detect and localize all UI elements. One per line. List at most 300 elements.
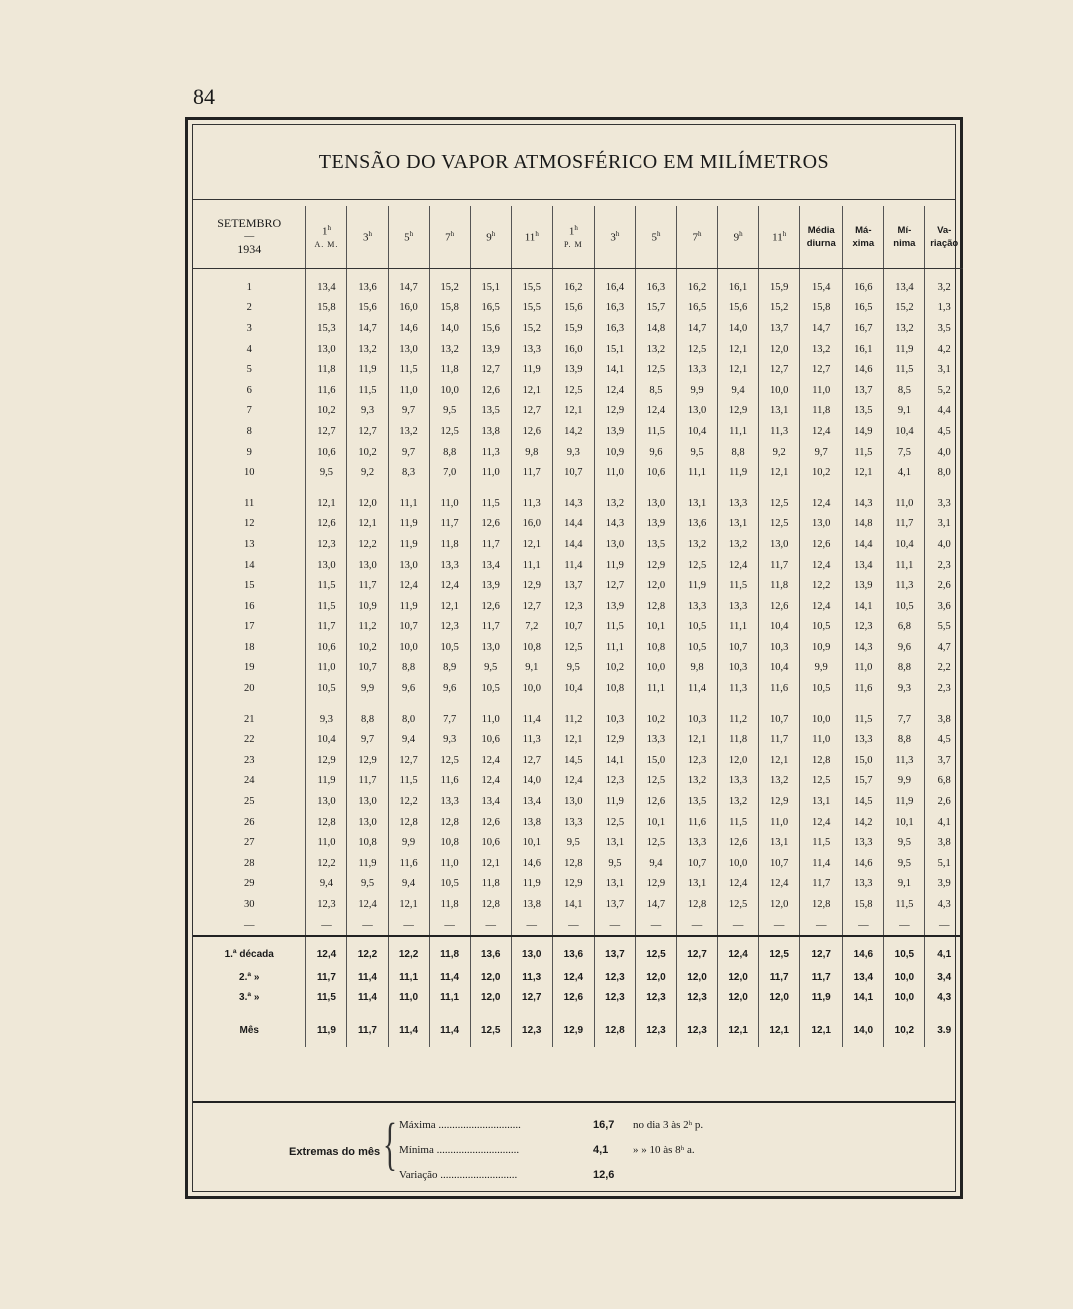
month-label: SETEMBRO (217, 216, 282, 231)
row-label: 29 (193, 874, 306, 895)
table-cell: 13,7 (552, 575, 594, 596)
spacer-cell (193, 699, 306, 709)
spacer-row (193, 483, 963, 493)
table-cell: 14,7 (800, 318, 843, 339)
table-cell: 11,3 (884, 750, 925, 771)
spacer-cell (552, 699, 594, 709)
table-row (193, 575, 963, 596)
hour: 9 (733, 231, 740, 244)
row-label: 3.ª » (193, 987, 306, 1007)
table-cell: 7,2 (511, 617, 552, 638)
table-row (193, 709, 963, 730)
table-cell: 14,3 (594, 514, 635, 535)
media-label-1: Média (807, 225, 835, 237)
table-cell: 14,2 (843, 812, 884, 833)
table-cell: 13,4 (843, 967, 884, 987)
table-cell: 13,1 (594, 832, 635, 853)
table-cell: 8,8 (884, 658, 925, 679)
table-cell: 6,8 (937, 775, 951, 787)
table-cell: 11,1 (718, 421, 759, 442)
table-cell: 11,3 (511, 729, 552, 750)
table-row (193, 812, 963, 833)
table-cell: 10,0 (429, 380, 470, 401)
table-cell: 10,3 (677, 709, 718, 730)
table-cell: 10,8 (511, 637, 552, 658)
table-cell: 12,9 (759, 791, 800, 812)
table-cell: 13,9 (470, 575, 511, 596)
table-cell: 13,1 (759, 401, 800, 422)
table-cell: 12,1 (347, 514, 388, 535)
table-cell: 8,8 (347, 709, 388, 730)
row-label: — (193, 915, 306, 937)
table-cell: 8,8 (429, 442, 470, 463)
table-cell: 12,4 (800, 421, 843, 442)
table-cell: 3,6 (937, 600, 951, 612)
table-cell: 13,6 (552, 936, 594, 967)
table-cell: 10,9 (800, 637, 843, 658)
row-label: 25 (193, 791, 306, 812)
table-cell: 15,9 (759, 269, 800, 298)
table-row (193, 339, 963, 360)
table-cell: 10,4 (884, 421, 925, 442)
spacer-cell (470, 699, 511, 709)
table-cell: 9,5 (429, 401, 470, 422)
table-cell: 13,4 (884, 269, 925, 298)
table-cell: 9,5 (677, 442, 718, 463)
table-cell: 12,7 (800, 936, 843, 967)
table-cell: 11,4 (429, 1007, 470, 1047)
table-cell: 12,6 (800, 534, 843, 555)
table-cell: 12,3 (594, 967, 635, 987)
table-cell: 10,8 (635, 637, 676, 658)
table-row (193, 729, 963, 750)
spacer-cell (347, 483, 388, 493)
row-label: 21 (193, 709, 306, 730)
spacer-cell (594, 699, 635, 709)
table-cell: 12,7 (388, 750, 429, 771)
table-cell: 11,1 (388, 493, 429, 514)
table-cell: 10,1 (884, 812, 925, 833)
table-cell: 13,2 (800, 339, 843, 360)
table-cell: 9,4 (718, 380, 759, 401)
table-cell: 11,0 (800, 380, 843, 401)
table-cell: 11,7 (429, 514, 470, 535)
table-cell: 11,9 (306, 771, 347, 792)
hour-header-11 (511, 206, 552, 269)
table-cell: 13,4 (306, 269, 347, 298)
row-label: 17 (193, 617, 306, 638)
table-cell: 7,7 (884, 709, 925, 730)
table-cell: — (594, 915, 635, 937)
table-cell: 9,8 (677, 658, 718, 679)
table-cell: 15,5 (511, 298, 552, 319)
table-cell: 10,2 (635, 709, 676, 730)
table-cell: 11,2 (347, 617, 388, 638)
table-cell: 9,7 (388, 442, 429, 463)
hour-header-11pm (759, 206, 800, 269)
table-cell: 12,8 (429, 812, 470, 833)
spacer-cell (677, 699, 718, 709)
table-cell: 7,5 (884, 442, 925, 463)
table-cell: 15,6 (718, 298, 759, 319)
table-cell: 11,9 (388, 514, 429, 535)
table-cell: 12,3 (594, 771, 635, 792)
table-cell: 13,3 (843, 832, 884, 853)
table-cell: 15,2 (429, 269, 470, 298)
table-cell: 12,0 (759, 339, 800, 360)
var-value: 12,6 (593, 1169, 615, 1181)
table-cell: 4,1 (925, 936, 963, 967)
table-cell: 12,1 (759, 1007, 800, 1047)
table-cell: 12,1 (470, 853, 511, 874)
table-cell: 12,3 (635, 1007, 676, 1047)
table-cell: 13,0 (552, 791, 594, 812)
table-cell: 13,7 (759, 318, 800, 339)
table-cell: 14,4 (552, 534, 594, 555)
table-cell: 10,5 (429, 874, 470, 895)
hour-sup: h (409, 229, 414, 238)
table-cell: 12,9 (635, 874, 676, 895)
table-cell: 12,5 (759, 514, 800, 535)
table-cell: 13,0 (388, 339, 429, 360)
table-cell: 10,0 (884, 987, 925, 1007)
table-cell: 14,3 (843, 637, 884, 658)
table-cell: 10,2 (347, 442, 388, 463)
table-cell: 7,0 (429, 462, 470, 483)
max-note: no dia 3 às 2ʰ p. (633, 1119, 704, 1131)
table-cell: 10,2 (347, 637, 388, 658)
table-cell: 11,7 (800, 874, 843, 895)
table-cell: 5,1 (937, 857, 951, 869)
table-cell: 2,6 (937, 580, 951, 592)
table-cell: 12,3 (306, 894, 347, 915)
table-cell: 14,5 (843, 791, 884, 812)
table-cell: 4,3 (937, 991, 952, 1003)
table-cell: 3,7 (937, 754, 951, 766)
table-cell: 12,6 (470, 596, 511, 617)
hour-header-3pm (594, 206, 635, 269)
table-cell: 14,9 (843, 421, 884, 442)
hour-sup: h (782, 229, 787, 238)
table-cell: 9,9 (347, 678, 388, 699)
table-cell: 11,8 (429, 936, 470, 967)
table-cell: 10,6 (306, 637, 347, 658)
row-label: 24 (193, 771, 306, 792)
media-header (800, 206, 843, 269)
table-cell: 12,9 (594, 729, 635, 750)
table-cell: 12,4 (470, 750, 511, 771)
table-cell: 12,0 (759, 987, 800, 1007)
table-cell: 10,2 (884, 1007, 925, 1047)
table-cell: 11,5 (718, 812, 759, 833)
table-cell: 11,9 (388, 534, 429, 555)
table-row (193, 359, 963, 380)
table-cell: 10,5 (800, 617, 843, 638)
row-label: 14 (193, 555, 306, 576)
min-value: 4,1 (593, 1144, 609, 1156)
table-cell: 11,7 (759, 967, 800, 987)
table-cell: 11,1 (429, 987, 470, 1007)
table-cell: 12,1 (843, 462, 884, 483)
table-cell: 10,3 (594, 709, 635, 730)
brace-icon: { (383, 1111, 397, 1176)
table-cell: 13,0 (800, 514, 843, 535)
spacer-cell (388, 483, 429, 493)
table-cell: 15,7 (635, 298, 676, 319)
table-cell: 10,6 (306, 442, 347, 463)
table-cell: 12,3 (677, 987, 718, 1007)
hour: 9 (486, 231, 492, 244)
table-cell: 12,8 (306, 812, 347, 833)
table-cell: 12,9 (552, 874, 594, 895)
table-cell: 9,7 (800, 442, 843, 463)
table-title: TENSÃO DO VAPOR ATMOSFÉRICO EM MILÍMETROS (318, 151, 830, 173)
table-cell: 14,7 (635, 894, 676, 915)
table-cell: 13,0 (594, 534, 635, 555)
table-body (193, 269, 963, 1048)
table-cell: 11,9 (388, 596, 429, 617)
table-cell: 4,3 (937, 899, 951, 911)
table-cell: 13,0 (306, 339, 347, 360)
table-cell: 11,8 (429, 359, 470, 380)
table-cell: 11,4 (347, 987, 388, 1007)
spacer-cell (677, 483, 718, 493)
row-label: 28 (193, 853, 306, 874)
table-cell: 12,2 (306, 853, 347, 874)
table-row (193, 462, 963, 483)
table-cell: 11,6 (677, 812, 718, 833)
table-cell: 12,7 (511, 401, 552, 422)
table-cell: 8,0 (937, 467, 951, 479)
table-cell: 12,1 (511, 380, 552, 401)
table-cell: 11,4 (511, 709, 552, 730)
table-cell: — (347, 915, 388, 937)
table-cell: 12,5 (594, 812, 635, 833)
table-row (193, 514, 963, 535)
table-cell: 13,3 (843, 874, 884, 895)
hour-sup: h (535, 229, 539, 238)
hour: 5 (404, 231, 410, 244)
max-label: Máxima .............................. (399, 1119, 521, 1131)
table-cell: 9,4 (388, 729, 429, 750)
max-header (843, 206, 884, 269)
table-row (193, 534, 963, 555)
table-cell: 10,4 (552, 678, 594, 699)
spacer-cell (193, 483, 306, 493)
table-cell: 11,8 (718, 729, 759, 750)
table-cell: 13,8 (511, 812, 552, 833)
table-cell: 11,0 (594, 462, 635, 483)
table-cell: 8,5 (884, 380, 925, 401)
table-cell: 11,4 (800, 853, 843, 874)
hour: 11 (772, 231, 783, 244)
spacer-cell (635, 483, 676, 493)
table-cell: 10,5 (884, 596, 925, 617)
table-cell: 15,8 (306, 298, 347, 319)
row-label: 1 (193, 269, 306, 298)
table-cell: 11,0 (306, 658, 347, 679)
table-cell: 12,7 (800, 359, 843, 380)
table-cell: 12,4 (470, 771, 511, 792)
table-cell: 3.9 (937, 1024, 952, 1036)
table-row (193, 874, 963, 895)
table-cell: 15,1 (470, 269, 511, 298)
table-cell: 12,9 (511, 575, 552, 596)
table-row (193, 555, 963, 576)
table-cell: 13,2 (718, 791, 759, 812)
table-cell: 3,8 (937, 713, 951, 725)
row-label: 9 (193, 442, 306, 463)
table-cell: — (470, 915, 511, 937)
spacer-cell (843, 699, 884, 709)
table-row (193, 401, 963, 422)
table-cell: 10,6 (635, 462, 676, 483)
table-cell: 11,0 (388, 987, 429, 1007)
hour: 3 (610, 231, 616, 244)
table-cell: 12,5 (635, 359, 676, 380)
table-cell: 14,7 (388, 269, 429, 298)
table-cell: 14,0 (718, 318, 759, 339)
table-cell: 13,3 (843, 729, 884, 750)
row-label: 7 (193, 401, 306, 422)
table-row (193, 658, 963, 679)
table-cell: 11,4 (347, 967, 388, 987)
table-cell: 14,7 (347, 318, 388, 339)
table-cell: 15,0 (843, 750, 884, 771)
table-cell: 13,7 (843, 380, 884, 401)
spacer-cell (552, 483, 594, 493)
spacer-cell (306, 483, 347, 493)
table-cell: 9,4 (388, 874, 429, 895)
table-cell: 13,1 (677, 493, 718, 514)
table-cell: 11,0 (306, 832, 347, 853)
table-cell: 13,0 (306, 791, 347, 812)
table-cell: 14,8 (843, 514, 884, 535)
table-cell: 12,1 (759, 462, 800, 483)
table-cell: 11,4 (429, 967, 470, 987)
table-cell: 13,0 (635, 493, 676, 514)
table-cell: 9,2 (759, 442, 800, 463)
hour: 3 (363, 231, 369, 244)
table-cell: 12,5 (635, 771, 676, 792)
table-cell: 15,2 (884, 298, 925, 319)
table-cell: 12,4 (347, 894, 388, 915)
spacer-cell (759, 699, 800, 709)
table-cell: 11,3 (759, 421, 800, 442)
table-cell: 13,2 (718, 534, 759, 555)
table-cell: 13,0 (511, 936, 552, 967)
row-label: 12 (193, 514, 306, 535)
table-cell: 9,3 (552, 442, 594, 463)
spacer-cell (800, 699, 843, 709)
table-cell: — (677, 915, 718, 937)
table-cell: 11,7 (800, 967, 843, 987)
table-cell: 9,1 (884, 874, 925, 895)
table-row (193, 853, 963, 874)
table-cell: 10,0 (800, 709, 843, 730)
table-cell: 12,9 (594, 401, 635, 422)
table-cell: 12,4 (552, 771, 594, 792)
year-label: 1934 (237, 241, 262, 256)
table-cell: 12,5 (635, 936, 676, 967)
spacer-cell (470, 483, 511, 493)
table-cell: 10,7 (759, 709, 800, 730)
table-cell: 9,5 (552, 658, 594, 679)
table-cell: 9,3 (429, 729, 470, 750)
min-header (884, 206, 925, 269)
table-cell: 11,5 (843, 709, 884, 730)
table-cell: 11,9 (800, 987, 843, 1007)
table-cell: 13,2 (429, 339, 470, 360)
table-cell: 12,4 (718, 936, 759, 967)
table-cell: 11,8 (306, 359, 347, 380)
table-cell: 13,0 (347, 555, 388, 576)
table-cell: 10,3 (759, 637, 800, 658)
table-cell: 13,3 (718, 493, 759, 514)
table-cell: 12,5 (718, 894, 759, 915)
table-cell: 9,4 (306, 874, 347, 895)
max-value: 16,7 (593, 1119, 615, 1131)
table-cell: 11,7 (470, 534, 511, 555)
table-cell: 13,9 (635, 514, 676, 535)
extremes-divider (193, 1101, 955, 1103)
table-cell: 12,1 (552, 729, 594, 750)
table-cell: 10,5 (800, 678, 843, 699)
table-cell: 11,0 (884, 493, 925, 514)
table-cell: 11,5 (347, 380, 388, 401)
table-cell: 11,5 (470, 493, 511, 514)
table-cell: 10,2 (594, 658, 635, 679)
spacer-cell (759, 483, 800, 493)
table-cell: 9,5 (347, 874, 388, 895)
hour-header-5 (388, 206, 429, 269)
table-cell: 2,3 (937, 683, 951, 695)
table-cell: 10,2 (800, 462, 843, 483)
table-row (193, 380, 963, 401)
table-cell: 12,5 (800, 771, 843, 792)
table-cell: 16,3 (635, 269, 676, 298)
table-cell: 11,6 (429, 771, 470, 792)
spacer-cell (388, 699, 429, 709)
table-cell: 14,6 (843, 853, 884, 874)
table-frame (185, 117, 963, 1199)
table-cell: 13,9 (470, 339, 511, 360)
table-cell: 13,1 (594, 874, 635, 895)
table-cell: 10,4 (306, 729, 347, 750)
table-cell: 10,5 (677, 637, 718, 658)
table-cell: 13,0 (677, 401, 718, 422)
table-cell: 11,4 (388, 1007, 429, 1047)
table-cell: 9,9 (800, 658, 843, 679)
row-label: 27 (193, 832, 306, 853)
table-cell: 12,0 (718, 967, 759, 987)
row-label: 16 (193, 596, 306, 617)
table-cell: 12,7 (677, 936, 718, 967)
table-cell: 11,9 (718, 462, 759, 483)
table-cell: — (759, 915, 800, 937)
table-cell: 11,8 (429, 894, 470, 915)
table-cell: 4,5 (937, 734, 951, 746)
table-cell: 10,0 (388, 637, 429, 658)
table-cell: 4,2 (937, 343, 951, 355)
hour-header-3 (347, 206, 388, 269)
table-row (193, 915, 963, 937)
table-cell: 3,4 (937, 971, 952, 983)
table-cell: 10,0 (635, 658, 676, 679)
table-cell: 15,2 (511, 318, 552, 339)
table-cell: 12,8 (677, 894, 718, 915)
table-cell: 11,5 (635, 421, 676, 442)
